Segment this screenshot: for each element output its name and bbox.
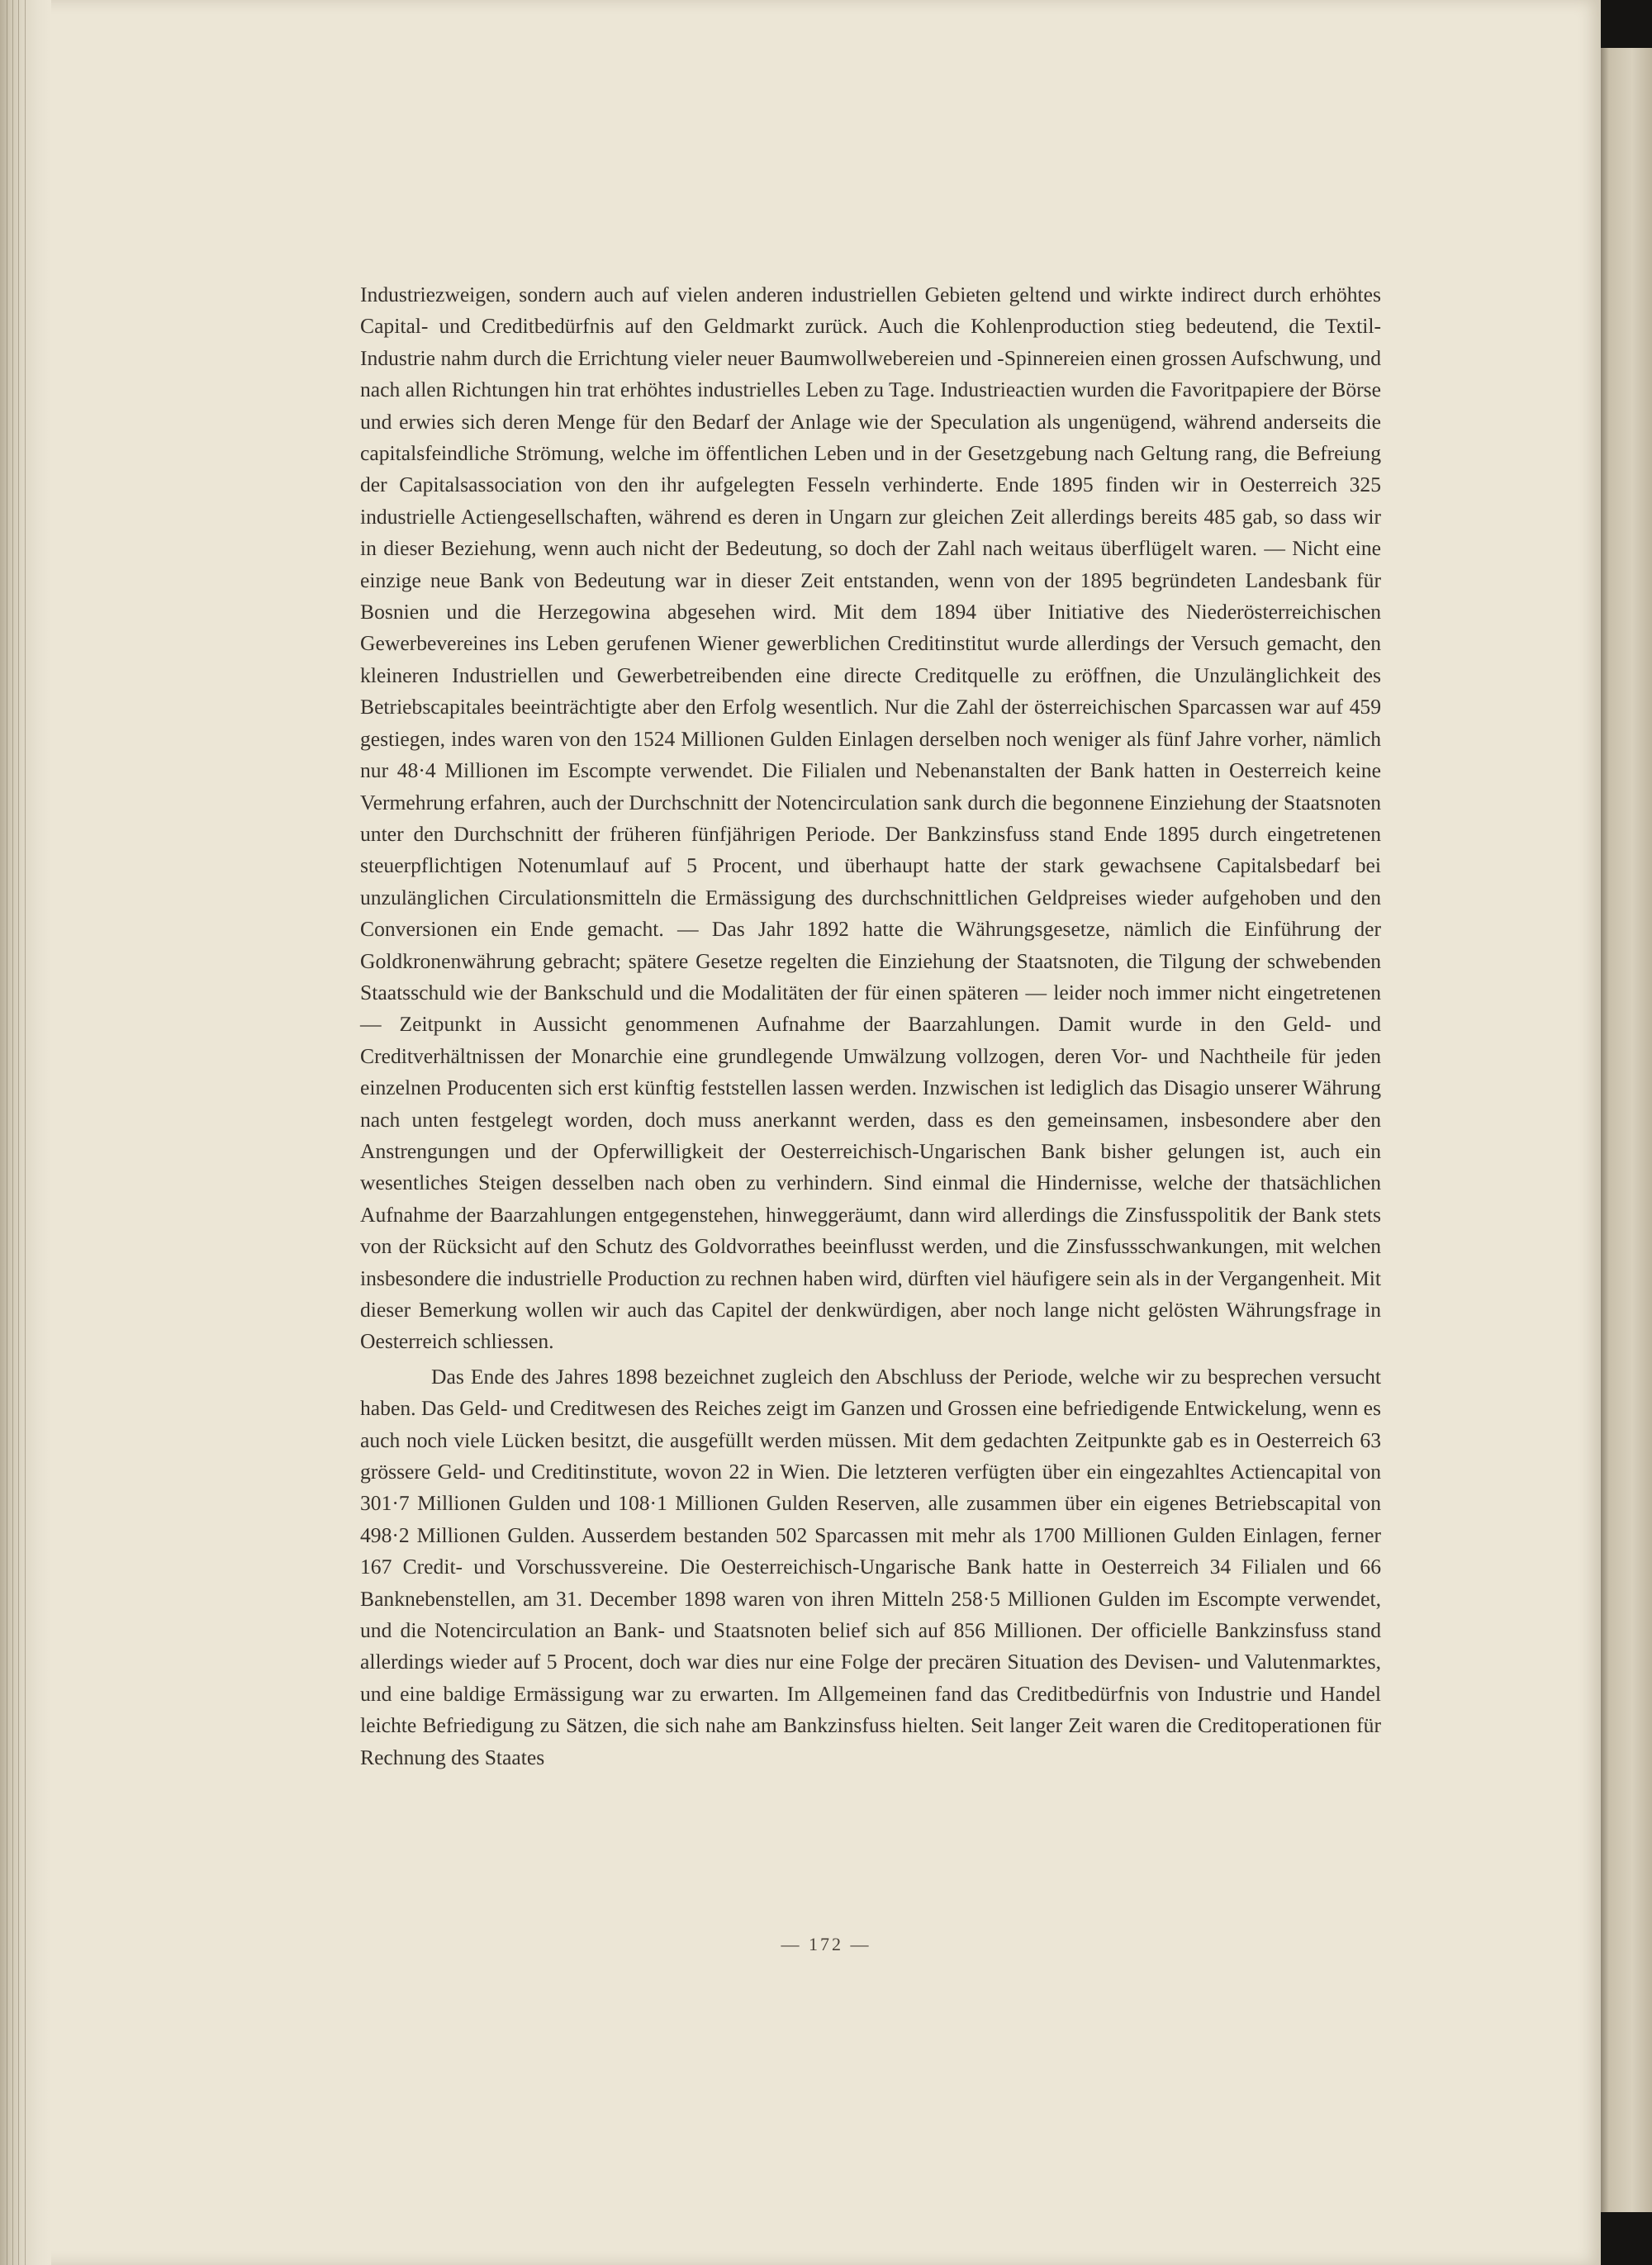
adjacent-page-edge [1601, 48, 1652, 2212]
page-binding-gutter [0, 0, 51, 2265]
book-spine-bottom [1601, 2212, 1652, 2265]
gutter-line [12, 0, 13, 2265]
gutter-line [25, 0, 26, 2265]
page-number: — 172 — [781, 1934, 871, 1954]
paragraph-1: Industriezweigen, sondern auch auf vielen anderen industriellen Gebieten geltend und wirkte indirect durch erhöhtes Capital- und Creditbedürfnis auf den Geldmarkt zurück. Auch die Kohlenproduction stieg bedeutend, die Textil-Industrie nahm durch die Errichtung vieler neuer Baumwollwebereien und -Spinnereien einen grossen Aufschwung, und nach allen Richtungen hin trat erhöhtes industrielles Leben zu Tage. Industrieactien wurden die Favoritpapiere der Börse und erwies sich deren Menge für den Bedarf der Anlage wie der Speculation als ungenügend, während anderseits die capitalsfeindliche Strömung, welche im öffentlichen Leben und in der Gesetzgebung nach Geltung rang, die Befreiung der Capitalsassociation von den ihr aufgelegten Fesseln verhinderte. Ende 1895 finden wir in Oesterreich 325 industrielle Actiengesellschaften, während es deren in Ungarn zur gleichen Zeit allerdings bereits 485 gab, so dass wir in dieser Beziehung, wenn auch nicht der Bedeutung, so doch der Zahl nach weitaus überflügelt waren. — Nicht eine einzige neue Bank von Bedeutung war in dieser Zeit entstanden, wenn von der 1895 begründeten Landesbank für Bosnien und die Herzegowina abgesehen wird. Mit dem 1894 über Initiative des Niederösterreichischen Gewerbevereines ins Leben gerufenen Wiener gewerblichen Creditinstitut wurde allerdings der Versuch gemacht, den kleineren Industriellen und Gewerbetreibenden eine directe Creditquelle zu eröffnen, die Unzulänglichkeit des Betriebscapitales beeinträchtigte aber den Erfolg wesentlich. Nur die Zahl der österreichischen Sparcassen war auf 459 gestiegen, indes waren von den 1524 Millionen Gulden Einlagen derselben noch weniger als fünf Jahre vorher, nämlich nur 48·4 Millionen im Escompte verwendet. Die Filialen und Nebenanstalten der Bank hatten in Oesterreich keine Vermehrung erfahren, auch der Durchschnitt der Notencirculation sank durch die begonnene Einziehung der Staatsnoten unter den Durchschnitt der früheren fünfjährigen Periode. Der Bankzinsfuss stand Ende 1895 durch eingetretenen steuerpflichtigen Notenumlauf auf 5 Procent, und überhaupt hatte der stark gewachsene Capitalsbedarf bei unzulänglichen Circulationsmitteln die Ermässigung des durchschnittlichen Geldpreises wieder aufgehoben und den Conversionen ein Ende gemacht. — Das Jahr 1892 hatte die Währungsgesetze, nämlich die Einführung der Goldkronenwährung gebracht; spätere Gesetze regelten die Einziehung der Staatsnoten, die Tilgung der schwebenden Staatsschuld wie der Bankschuld und die Modalitäten der für einen späteren — leider noch immer nicht eingetretenen — Zeitpunkt in Aussicht genommenen Aufnahme der Baarzahlungen. Damit wurde in den Geld- und Creditverhältnissen der Monarchie eine grundlegende Umwälzung vollzogen, deren Vor- und Nachtheile für jeden einzelnen Producenten sich erst künftig feststellen lassen werden. Inzwischen ist lediglich das Disagio unserer Währung nach unten festgelegt worden, doch muss anerkannt werden, dass es den gemeinsamen, insbesondere aber den Anstrengungen und der Opferwilligkeit der Oesterreichisch-Ungarischen Bank bisher gelungen ist, auch ein wesentliches Steigen desselben nach oben zu verhindern. Sind einmal die Hindernisse, welche der thatsächlichen Aufnahme der Baarzahlungen entgegenstehen, hinweggeräumt, dann wird allerdings die Zinsfusspolitik der Bank stets von der Rücksicht auf den Schutz des Goldvorrathes beeinflusst werden, und die Zinsfussschwankungen, mit welchen insbesondere die industrielle Production zu rechnen haben wird, dürften viel häufigere sein als in der Vergangenheit. Mit dieser Bemerkung wollen wir auch das Capitel der denkwürdigen, aber noch lange nicht gelösten Währungsfrage in Oesterreich schliessen. [360, 283, 1381, 1354]
body-text [360, 279, 1381, 1774]
gutter-line [18, 0, 19, 2265]
book-spine-top [1601, 0, 1652, 48]
paragraph-2: Das Ende des Jahres 1898 bezeichnet zugleich den Abschluss der Periode, welche wir zu besprechen versucht haben. Das Geld- und Creditwesen des Reiches zeigt im Ganzen und Grossen eine befriedigende Entwickelung, wenn es auch noch viele Lücken besitzt, die ausgefüllt werden müssen. Mit dem gedachten Zeitpunkte gab es in Oesterreich 63 grössere Geld- und Creditinstitute, wovon 22 in Wien. Die letzteren verfügten über ein eingezahltes Actiencapital von 301·7 Millionen Gulden und 108·1 Millionen Gulden Reserven, alle zusammen über ein eigenes Betriebscapital von 498·2 Millionen Gulden. Ausserdem bestanden 502 Sparcassen mit mehr als 1700 Millionen Gulden Einlagen, ferner 167 Credit- und Vorschussvereine. Die Oesterreichisch-Ungarische Bank hatte in Oesterreich 34 Filialen und 66 Banknebenstellen, am 31. December 1898 waren von ihren Mitteln 258·5 Millionen Gulden im Escompte verwendet, und die Notencirculation an Bank- und Staatsnoten belief sich auf 856 Millionen. Der officielle Bankzinsfuss stand allerdings wieder auf 5 Procent, doch war dies nur eine Folge der precären Situation des Devisen- und Valutenmarktes, und eine baldige Ermässigung war zu erwarten. Im Allgemeinen fand das Creditbedürfnis von Industrie und Handel leichte Befriedigung zu Sätzen, die sich nahe am Bankzinsfuss hielten. Seit langer Zeit waren die Creditoperationen für Rechnung des Staates [360, 1364, 1381, 1769]
